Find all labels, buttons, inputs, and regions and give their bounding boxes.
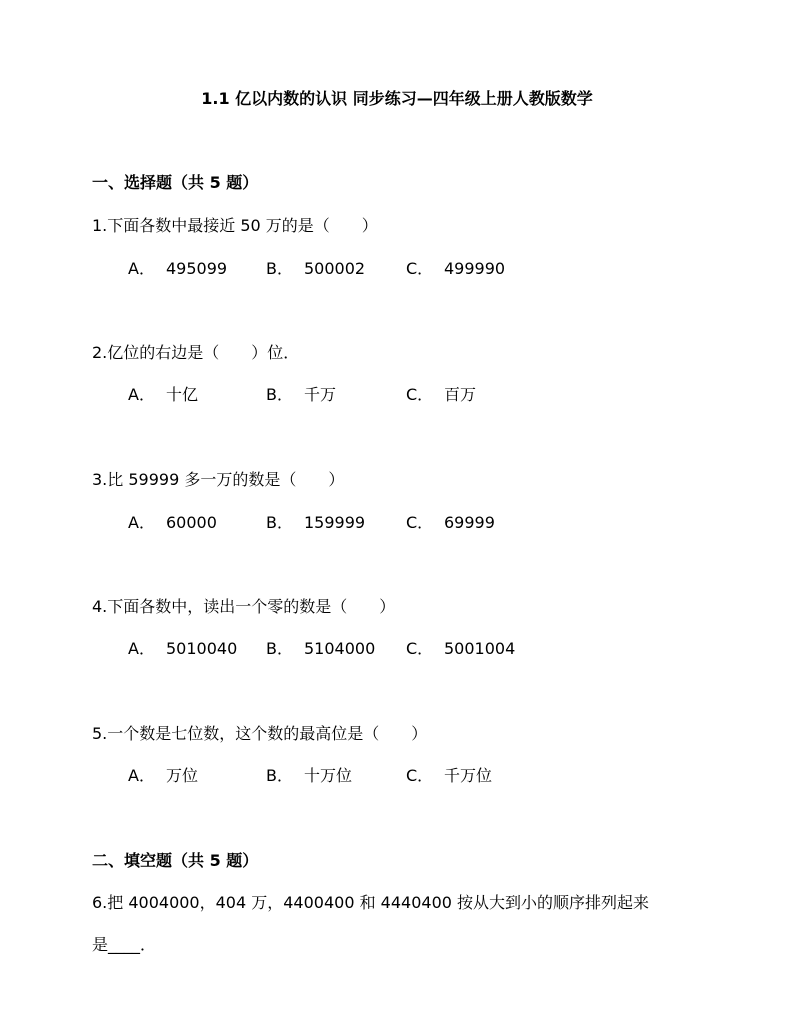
- section-heading-choice: 一、选择题（共 5 题）: [92, 173, 259, 192]
- question-5: 5.一个数是七位数，这个数的最高位是（ ）: [92, 724, 428, 743]
- option-a: A． 495099: [128, 259, 228, 278]
- option-b: B． 500002: [266, 259, 366, 278]
- option-b: B． 5104000: [266, 639, 376, 658]
- option-a: A． 万位: [128, 766, 199, 785]
- option-a: A． 十亿: [128, 385, 199, 404]
- option-c: C． 百万: [406, 385, 477, 404]
- question-3: 3.比 59999 多一万的数是（ ）: [92, 470, 345, 489]
- question-1: 1.下面各数中最接近 50 万的是（ ）: [92, 216, 378, 235]
- option-c: C． 499990: [406, 259, 506, 278]
- question-6-line-1: 6.把 4004000，404 万，4400400 和 4440400 按从大到小的顺序排列起来: [92, 893, 650, 912]
- option-a: A． 60000: [128, 513, 217, 532]
- option-c: C． 69999: [406, 513, 495, 532]
- section-heading-fill: 二、填空题（共 5 题）: [92, 851, 259, 870]
- option-b: B． 十万位: [266, 766, 353, 785]
- question-6-line-2: 是____．: [92, 935, 157, 954]
- option-b: B． 千万: [266, 385, 337, 404]
- question-4: 4.下面各数中，读出一个零的数是（ ）: [92, 597, 396, 616]
- option-b: B． 159999: [266, 513, 366, 532]
- option-a: A． 5010040: [128, 639, 238, 658]
- option-c: C． 5001004: [406, 639, 516, 658]
- page-title: 1.1 亿以内数的认识 同步练习—四年级上册人教版数学: [201, 89, 593, 108]
- option-c: C． 千万位: [406, 766, 493, 785]
- question-2: 2.亿位的右边是（ ）位．: [92, 343, 300, 362]
